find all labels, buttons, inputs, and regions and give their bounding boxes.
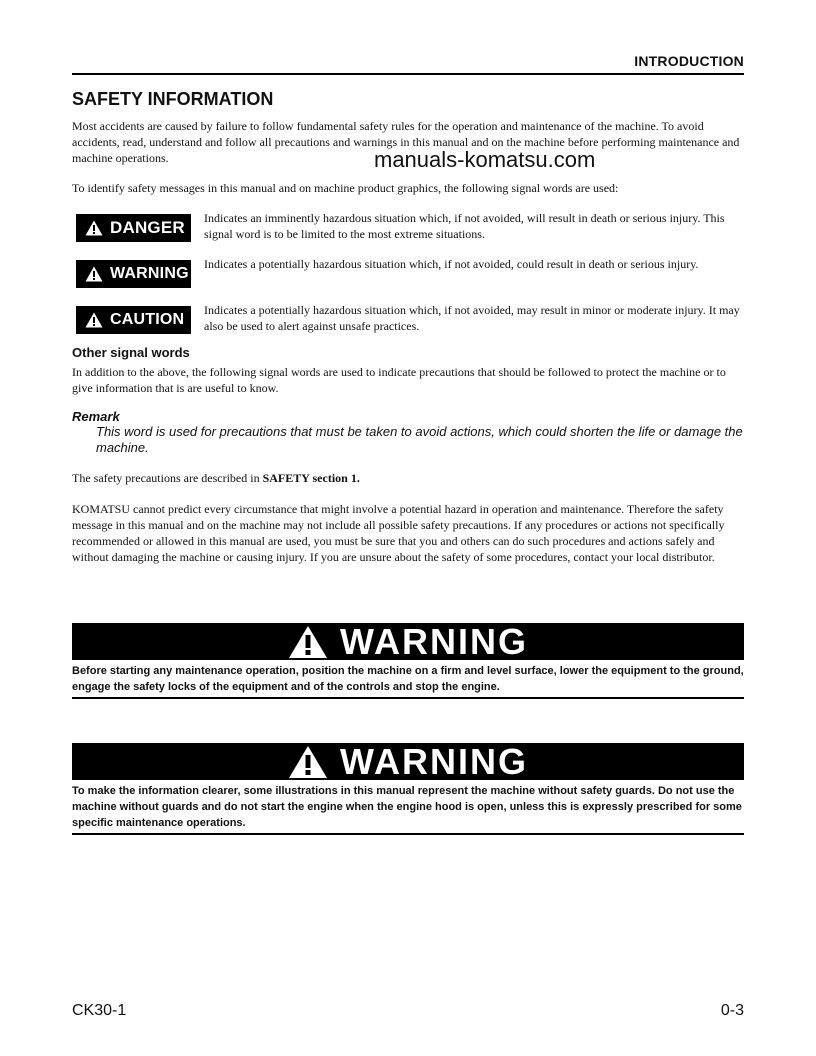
signal-row-caution xyxy=(76,304,744,338)
danger-description: Indicates an imminently hazardous situation which, if not avoided, will result in death or serious injury. This signal word is to be limited to the most extreme situations. xyxy=(204,211,725,241)
warning-banner-2-label: WARNING xyxy=(340,740,528,782)
warning-banner-2 xyxy=(72,740,744,782)
warning-triangle-icon xyxy=(288,745,328,779)
footer-model: CK30-1 xyxy=(72,1002,127,1019)
remark-heading: Remark xyxy=(72,409,120,424)
signal-row-danger xyxy=(76,212,744,246)
warning-box-1 xyxy=(72,620,744,699)
page-title: SAFETY INFORMATION xyxy=(72,89,274,109)
header-rule xyxy=(72,73,744,75)
caution-label xyxy=(76,306,191,334)
warning-box-2-text: To make the information clearer, some illustrations in this manual represent the machine without safety guards. Do not use the machine without guards and do not start the engine when the engine hood is open, unless this is expressly prescribed for some specific maintenance operations. xyxy=(72,785,742,829)
intro-paragraph: Most accidents are caused by failure to follow fundamental safety rules for the operation and maintenance of the machine. To avoid accidents, read, understand and follow all precautions and warnings in this manual and on the machine before performing maintenance and machine operations. xyxy=(72,119,740,165)
warning-triangle-icon xyxy=(288,625,328,659)
caution-label-text: CAUTION xyxy=(110,311,185,328)
remark-text: This word is used for precautions that must be taken to avoid actions, which could shorten the life or damage the machine. xyxy=(96,424,743,455)
warning-banner-1 xyxy=(72,620,744,662)
warning-label-text: WARNING xyxy=(110,265,189,282)
safety-reference-bold: SAFETY xyxy=(262,471,310,485)
header-section-title: INTRODUCTION xyxy=(634,53,744,69)
other-signal-text: In addition to the above, the following signal words are used to indicate precautions that should be followed to protect the machine or to give information that is are useful to know. xyxy=(72,365,726,395)
warning-banner-1-label: WARNING xyxy=(340,620,528,662)
danger-label xyxy=(76,214,191,242)
warning-box-2 xyxy=(72,740,744,835)
signal-intro: To identify safety messages in this manual and on machine product graphics, the following signal words are used: xyxy=(72,181,619,195)
warning-triangle-icon xyxy=(85,220,103,236)
other-signal-heading: Other signal words xyxy=(72,345,190,360)
safety-reference xyxy=(72,470,746,486)
watermark: manuals-komatsu.com xyxy=(374,147,596,172)
danger-label-text: DANGER xyxy=(110,218,185,237)
warning-triangle-icon xyxy=(85,312,103,328)
warning-box-1-rule xyxy=(72,697,744,699)
warning-box-1-text: Before starting any maintenance operation, position the machine on a firm and level surface, lower the equipment to the ground, engage the safety locks of the equipment and of the controls and stop the engine. xyxy=(72,665,744,693)
signal-row-warning xyxy=(76,258,744,292)
komatsu-paragraph: KOMATSU cannot predict every circumstance that might involve a potential hazard in operation and maintenance. Therefore the safety message in this manual and on the machine may not include all possible safety precautions. If any procedures or actions not specifically recommended or allowed in this manual are used, you must be sure that you and others can do such procedures and actions safely and without damaging the machine or causing injury. If you are unsure about the safety of some procedures, contact your local distributor. xyxy=(72,502,725,564)
caution-description: Indicates a potentially hazardous situation which, if not avoided, may result in minor or moderate injury. It may also be used to alert against unsafe practices. xyxy=(204,303,740,333)
warning-box-2-rule xyxy=(72,833,744,835)
warning-label xyxy=(76,260,191,288)
warning-description: Indicates a potentially hazardous situation which, if not avoided, could result in death or serious injury. xyxy=(204,257,699,271)
safety-reference-prefix: The safety precautions are described in xyxy=(72,471,263,485)
safety-reference-suffix: section 1. xyxy=(309,471,360,485)
footer-page-number: 0-3 xyxy=(720,1002,744,1019)
warning-triangle-icon xyxy=(85,266,103,282)
